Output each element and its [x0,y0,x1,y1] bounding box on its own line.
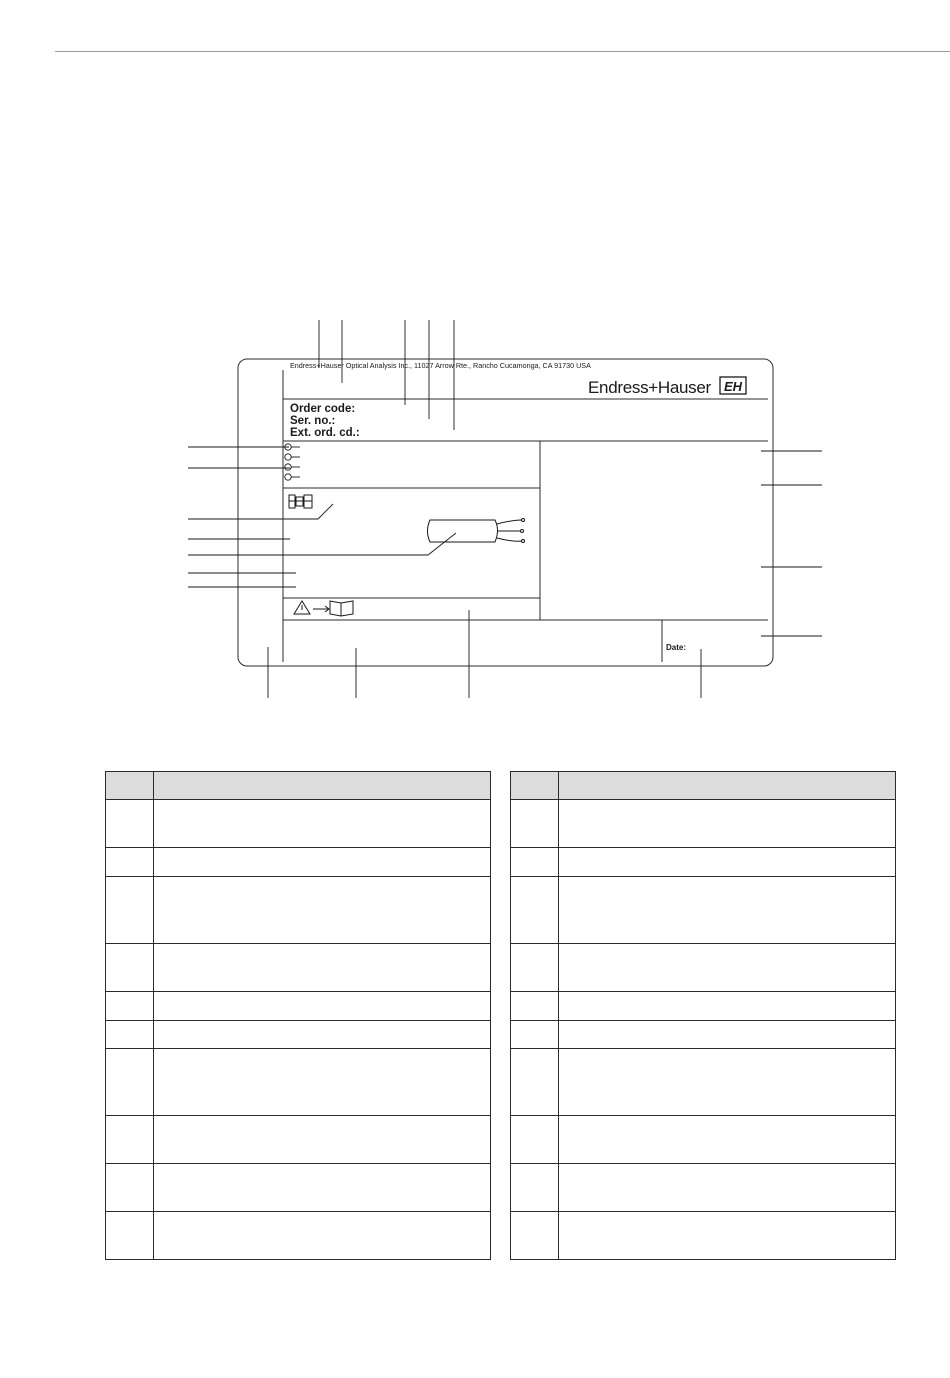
table-header-row [106,772,491,800]
table-header-row [511,772,896,800]
description-cell [154,1164,491,1212]
table-row [106,1116,491,1164]
number-cell [511,848,559,877]
number-cell [511,992,559,1021]
description-cell [559,877,896,944]
legend-table-right [510,771,896,1260]
table-row [511,1021,896,1049]
table-row [106,944,491,992]
table-row [106,1049,491,1116]
number-cell [106,877,154,944]
description-cell [559,944,896,992]
table-row [106,877,491,944]
number-cell [106,1049,154,1116]
legend-table-left [105,771,491,1260]
number-cell [106,1116,154,1164]
description-cell [559,1164,896,1212]
header-number-cell [106,772,154,800]
number-cell [511,800,559,848]
number-cell [511,1212,559,1260]
serial-number-label: Ser. no.: [290,415,336,427]
number-cell [106,992,154,1021]
description-cell [154,1212,491,1260]
order-code-label: Order code: [290,403,356,415]
manufacturer-address: Endress+Hauser Optical Analysis Inc., 11027 Arrow Rte., Rancho Cucamonga, CA 91730 USA [290,361,591,370]
eh-logo-letters: EH [724,379,743,394]
number-cell [106,1212,154,1260]
description-cell [154,1116,491,1164]
number-cell [106,1164,154,1212]
description-cell [154,877,491,944]
table-row [511,877,896,944]
ext-order-code-label: Ext. ord. cd.: [290,427,360,439]
number-cell [511,1021,559,1049]
description-cell [559,1021,896,1049]
number-cell [511,1116,559,1164]
number-cell [106,800,154,848]
brand-wordmark: Endress+Hauser [588,378,711,397]
header-description-cell [559,772,896,800]
table-row [106,1212,491,1260]
table-row [106,1021,491,1049]
description-cell [154,848,491,877]
description-cell [559,800,896,848]
description-cell [154,800,491,848]
table-row [106,992,491,1021]
table-row [511,1116,896,1164]
description-cell [559,848,896,877]
number-cell [511,944,559,992]
description-cell [154,944,491,992]
table-row [106,1164,491,1212]
number-cell [106,848,154,877]
number-cell [511,1164,559,1212]
number-cell [511,877,559,944]
description-cell [154,1049,491,1116]
date-label: Date: [666,643,687,652]
number-cell [106,944,154,992]
table-row [511,800,896,848]
number-cell [511,1049,559,1116]
number-cell [106,1021,154,1049]
table-row [511,1212,896,1260]
table-row [106,848,491,877]
eh-logo [720,377,746,394]
header-number-cell [511,772,559,800]
table-row [511,848,896,877]
description-cell [154,1021,491,1049]
description-cell [559,1212,896,1260]
description-cell [559,992,896,1021]
table-row [511,1164,896,1212]
description-cell [559,1116,896,1164]
table-row [511,1049,896,1116]
table-row [511,992,896,1021]
header-description-cell [154,772,491,800]
description-cell [559,1049,896,1116]
table-row [511,944,896,992]
description-cell [154,992,491,1021]
table-row [106,800,491,848]
